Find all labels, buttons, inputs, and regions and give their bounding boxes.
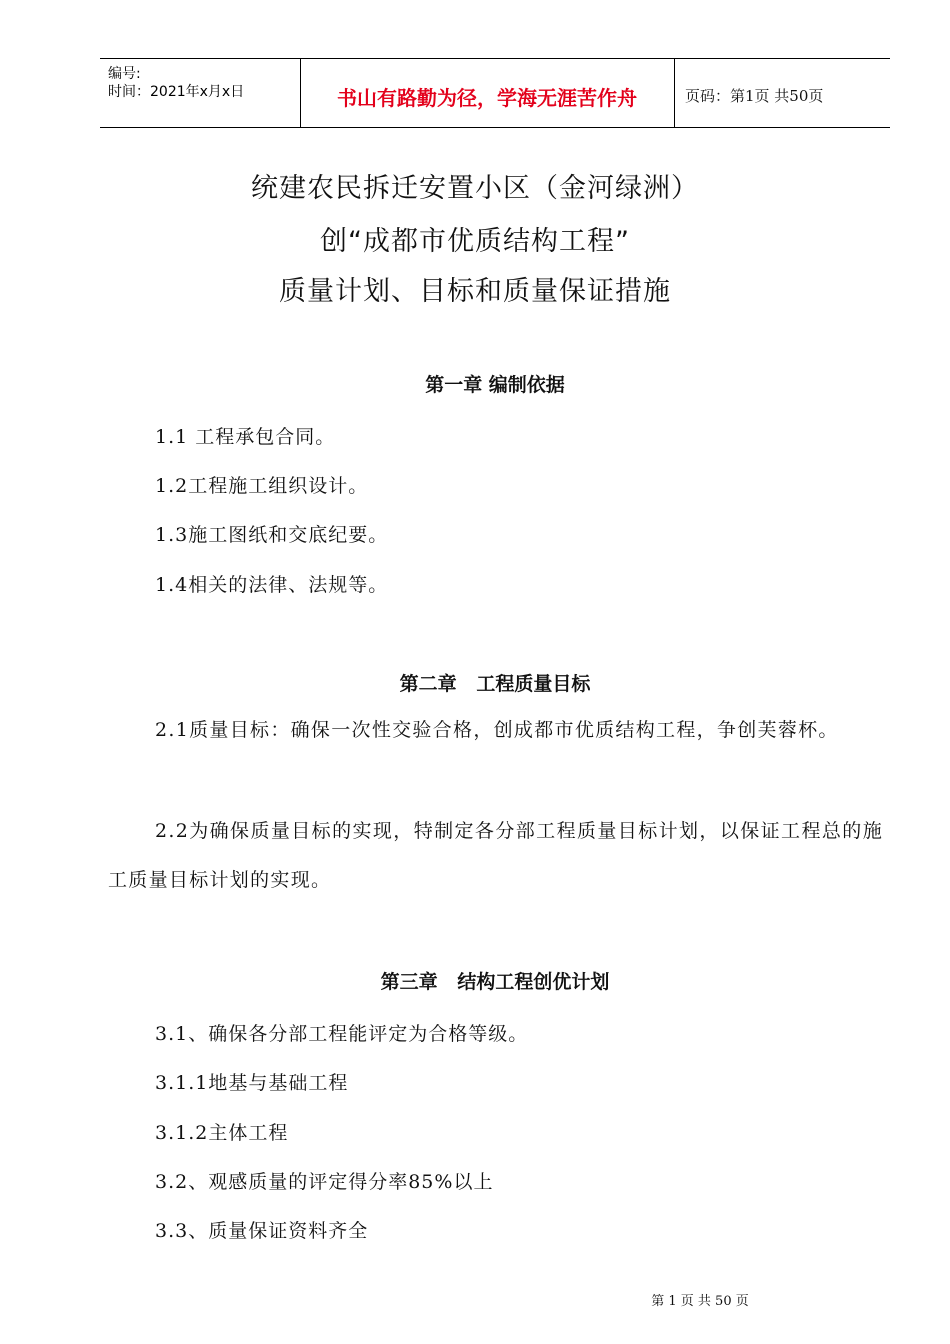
header-page-info: 页码：第1页 共50页 [685, 87, 824, 105]
document-time-label: 时间：2021年x月x日 [108, 84, 245, 100]
document-title-line-3: 质量计划、目标和质量保证措施 [279, 276, 671, 307]
chapter-1-heading: 第一章 编制依据 [425, 374, 565, 396]
chapter-3-heading: 第三章 结构工程创优计划 [380, 971, 610, 993]
chapter-3-item: 3.1.1地基与基础工程 [155, 1072, 349, 1094]
document-number-label: 编号: [108, 66, 141, 82]
page-footer: 第 1 页 共 50 页 [651, 1294, 749, 1309]
chapter-1-item: 1.2工程施工组织设计。 [155, 475, 369, 497]
header-motto-cell [300, 59, 675, 127]
header-page-cell [675, 59, 890, 127]
chapter-1-item: 1.1 工程承包合同。 [155, 426, 336, 448]
document-title-line-2: 创“成都市优质结构工程” [320, 226, 630, 257]
header-motto: 书山有路勤为径，学海无涯苦作舟 [337, 86, 637, 110]
chapter-3-item: 3.2、观感质量的评定得分率85%以上 [155, 1171, 494, 1193]
chapter-3-item: 3.3、质量保证资料齐全 [155, 1220, 369, 1242]
chapter-3-item: 3.1、确保各分部工程能评定为合格等级。 [155, 1023, 529, 1045]
chapter-2-heading: 第二章 工程质量目标 [399, 673, 591, 695]
chapter-3-item: 3.1.2主体工程 [155, 1122, 289, 1144]
chapter-2-paragraph-2: 2.2为确保质量目标的实现，特制定各分部工程质量目标计划，以保证工程总的施工质量目标计划的实现。 [108, 820, 883, 891]
document-title-line-1: 统建农民拆迁安置小区（金河绿洲） [251, 173, 699, 204]
chapter-1-item: 1.3施工图纸和交底纪要。 [155, 524, 389, 546]
page-header [100, 58, 890, 128]
header-info-cell [100, 59, 301, 127]
chapter-2-paragraph-1: 2.1质量目标：确保一次性交验合格，创成都市优质结构工程，争创芙蓉杯。 [155, 719, 839, 741]
chapter-1-item: 1.4相关的法律、法规等。 [155, 574, 389, 596]
